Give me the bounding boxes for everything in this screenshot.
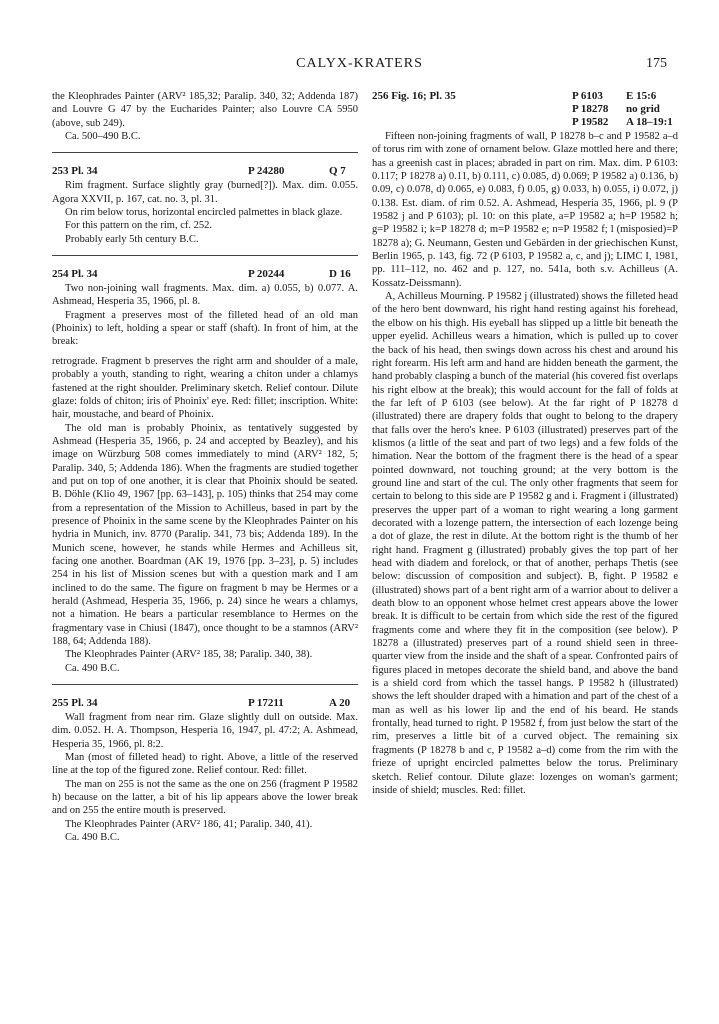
entry-paragraph: Wall fragment from near rim. Glaze slightly dull on outside. Max. dim. 0.052. H. A. Thompson, Hesperia 16, 1947, pl. 47:2; A. Ashmead, Hesperia 35, 1966, pl. 8:2. xyxy=(52,712,358,750)
entry-paragraph: retrograde. Fragment b preserves the right arm and shoulder of a male, probably a youth, standing to right, wearing a chiton under a chlamys fastened at the right shoulder. Preliminary sketch. Relief contour. Dilute glaze: folds of chiton; iris of Phoinix' eye. Red: fillet; inscription. White: hair, moustache, and beard of Phoinix. xyxy=(52,355,358,421)
inventory-number: P 6103 xyxy=(572,90,603,102)
entry-heading-254 xyxy=(52,268,358,282)
entry-divider xyxy=(52,684,358,685)
deposit-location: A 20 xyxy=(329,697,351,710)
entry-paragraph: The Kleophrades Painter (ARV² 186, 41; Paralip. 340, 41). xyxy=(65,818,313,830)
left-column xyxy=(52,90,358,845)
deposit-location: no grid xyxy=(626,103,660,115)
continued-date: Ca. 500–490 B.C. xyxy=(65,131,141,143)
entry-date: Ca. 490 B.C. xyxy=(65,662,120,674)
inventory-number: P 20244 xyxy=(248,268,285,281)
deposit-location: D 16 xyxy=(329,268,351,281)
deposit-location: A 18–19:1 xyxy=(626,116,673,128)
entry-paragraph: On rim below torus, horizontal encircled palmettes in black glaze. xyxy=(65,207,343,219)
entry-paragraph: The Kleophrades Painter (ARV² 185, 38; Paralip. 340, 38). xyxy=(65,649,313,661)
entry-divider xyxy=(52,152,358,153)
right-column xyxy=(372,90,678,797)
running-header xyxy=(0,54,719,78)
inventory-number: P 18278 xyxy=(572,103,609,115)
continued-paragraph: the Kleophrades Painter (ARV² 185,32; Paralip. 340, 32; Addenda 187) and Louvre G 47 by the Eucharides Painter; also Louvre CA 5950 (above, sub 249). xyxy=(52,91,358,129)
entry-number: 256 Fig. 16; Pl. 35 xyxy=(372,90,456,102)
entry-heading-253 xyxy=(52,165,358,179)
deposit-location: E 15:6 xyxy=(626,90,657,102)
entry-paragraph: Man (most of filleted head) to right. Above, a little of the reserved line at the top of the figured zone. Relief contour. Red: fillet. xyxy=(52,752,358,777)
entry-paragraph: The man on 255 is not the same as the one on 256 (fragment P 19582 h) because on the latter, a bit of his lip appears above the lower break and on 255 the entire mouth is preserved. xyxy=(52,778,358,817)
entry-paragraph: Fifteen non-joining fragments of wall, P 18278 b–c and P 19582 a–d of torus rim with zone of ornament below. Glaze mottled here and there; has a greenish cast in places; abraded in part on rim. Max. dim. P 6103: 0.117; P 18278 a) 0.11, b) 0.111, c) 0.085, d) 0.069; P 19582 a) 0.136, b) 0.09, c) 0.078, d) 0.065, e) 0.083, f) 0.05, g) 0.033, h) 0.055, i) 0.072, j) 0.138. Est. diam. of rim 0.52. A. Ashmead, Hesperia 35, 1966, pl. 9 (P 19582 j and P 6103); pl. 10: on this plate, a=P 19582 a; h=P 19582 h; g=P 19582 i; k=P 18278 d; m=P 19582 e; n=P 19582 f; l (misposied)=P 18278 a); G. Neumann, Gesten und Gebärden in der griechischen Kunst, Berlin 1965, p. 143, fig. 72 (P 6103, P 19582 a, c, and j); LIMC I, 1981, pp. 111–112, no. 462 and p. 127, no. 541a, both s.v. Achilleus (A. Kossatz-Deissmann). xyxy=(372,131,678,289)
entry-paragraph: A, Achilleus Mourning. P 19582 j (illustrated) shows the filleted head of the hero bent downward, his right hand resting against his forehead, the elbow on his thigh. His eyeball has slipped up a little bit beneath the upper eyelid. Achilleus wears a himation, which is pulled up to cover the back of his head, then swings down across his chest and around his right forearm. His left arm and hand are hidden beneath the garment, the hand probably clasping a bunch of the material (his covered fist overlaps his right elbow at the break); this would account for the fall of folds at the far left of P 6103 (see below). At the far right of P 18278 d (illustrated) there are drapery folds that ought to belong to the drapery that falls over the hero's knee. P 6103 (illustrated) preserves part of the klismos (a little of the seat and part of two legs) and a few folds of the himation. Near the bottom of the fragment there is the head of a spear pointed downward, not touching ground; at the very bottom is the ground line and start of the cul. The only other fragments that seem for certain to belong to this side are P 19582 g and i. Fragment i (illustrated) preserves the upper part of a woman to right wearing a long garment decorated with a lozenge pattern, the intersection of each lozenge being a dot of glaze, the rest in dilute. At the bottom right is the thumb of her right hand. Fragment g (illustrated) probably gives the top part of her head with diadem and forelock, or that of another, perhaps Thetis (see below: discussion of composition and subject). B, fight. P 19582 e (illustrated) shows part of a bent right arm of a warrior about to deliver a death blow to an opponent whose helmet crest appears above the lower break. It is difficult to be certain from which side the rest of the figured fragments come and where they fit in the composition (see below). P 18278 a (illustrated) preserves part of a round shield seen in three-quarter view from the inside and the shaft of a spear. Confronted pairs of figures placed in metopes decorate the shield band, and above the band is a shield cord from which the tassel hangs. P 19582 h (illustrated) shows the left shoulder draped with a himation and part of the chest of a man as well as his lower lip and the end of his beard. He stands frontally, head turned to right. P 19582 f, from just below the start of the rim, preserves a little bit of a curved object. The remaining six fragments (P 18278 b and c, P 19582 a–d) come from the rim with the frieze of upright encircled palmettes below the torus. Preliminary sketch. Relief contour. Dilute glaze: lozenges on woman's garment; inside of shield; muscles. Red: fillet. xyxy=(372,291,678,796)
entry-paragraph: Rim fragment. Surface slightly gray (burned[?]). Max. dim. 0.055. Agora XXVII, p. 167, cat. no. 3, pl. 31. xyxy=(52,180,358,205)
inventory-number: P 19582 xyxy=(572,116,609,128)
entry-number: 255 Pl. 34 xyxy=(52,697,98,710)
page-number: 175 xyxy=(646,56,667,71)
entry-heading-256 xyxy=(372,90,678,130)
inventory-number: P 17211 xyxy=(248,697,284,710)
entry-paragraph: The old man is probably Phoinix, as tentatively suggested by Ashmead (Hesperia 35, 1966, p. 24 and accepted by Beazley), and his image on Würzburg 508 comes immediately to mind (ARV² 182, 5; Paralip. 340, 5; Addenda 186). When the fragments are studied together and put on top of one another, it is clear that Phoinix should be seated. B. Döhle (Klio 49, 1967 [pp. 63–143], p. 105) thinks that 254 may come from a representation of the Mission to Achilleus, based in part by the presence of Phoinix in the same scene by the Kleophrades Painter on his hydria in Munich, inv. 8770 (Paralip. 341, 73 bis; Addenda 189). In the Munich scene, however, he stands while Hermes and Achilleus sit, facing one another. Boardman (AK 19, 1976 [pp. 3–23], p. 5) includes 254 in his list of Mission scenes but with a question mark and I am inclined to do the same. The figure on fragment b may be Hermes or a herald (Ashmead, Hesperia 35, 1966, p. 24) since he wears a chlamys, not a himation. He bears a particular resemblance to Hermes on the fragmentary vase in Chiusi (1847), once thought to be a stamnos (ARV² 188, 64; Addenda 188). xyxy=(52,422,358,648)
entry-heading-255 xyxy=(52,697,358,711)
entry-paragraph: For this pattern on the rim, cf. 252. xyxy=(65,220,212,232)
entry-number: 253 Pl. 34 xyxy=(52,165,98,178)
entry-date: Probably early 5th century B.C. xyxy=(65,233,199,245)
entry-number: 254 Pl. 34 xyxy=(52,268,98,281)
entry-paragraph: Two non-joining wall fragments. Max. dim. a) 0.055, b) 0.077. A. Ashmead, Hesperia 35, 1966, pl. 8. xyxy=(52,283,358,308)
inventory-number: P 24280 xyxy=(248,165,285,178)
deposit-location: Q 7 xyxy=(329,165,346,178)
entry-date: Ca. 490 B.C. xyxy=(65,832,120,844)
running-title: CALYX-KRATERS xyxy=(296,56,423,71)
entry-divider xyxy=(52,255,358,256)
entry-paragraph: Fragment a preserves most of the filleted head of an old man (Phoinix) to left, holding a spear or staff (shaft). In front of him, at the break: xyxy=(52,309,358,348)
